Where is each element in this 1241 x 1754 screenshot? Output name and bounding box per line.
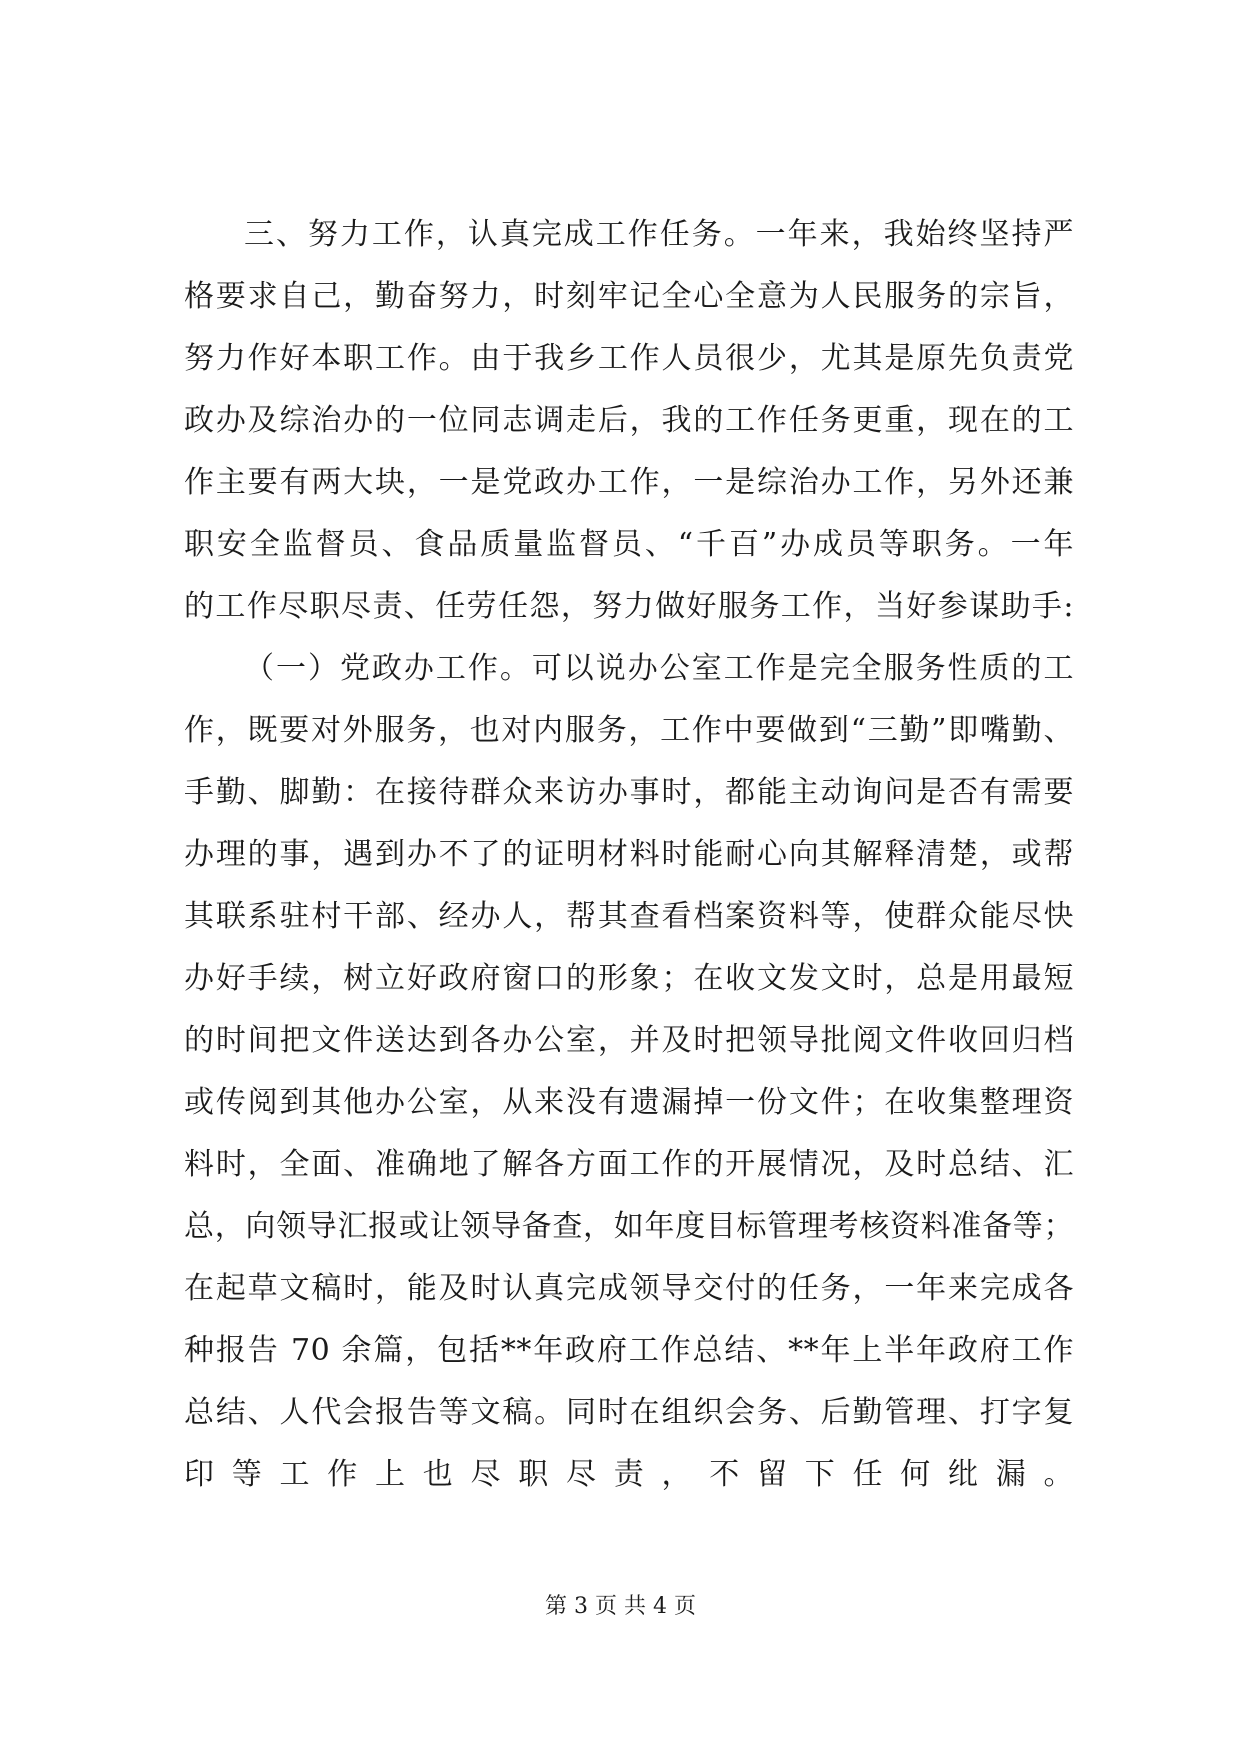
- text-line: 办理的事，遇到办不了的证明材料时能耐心向其解释清楚，或帮: [184, 837, 1074, 872]
- document-body: [184, 204, 1074, 1568]
- text-line: 格要求自己，勤奋努力，时刻牢记全心全意为人民服务的宗旨，: [184, 279, 1074, 314]
- text-line: 料时，全面、准确地了解各方面工作的开展情况，及时总结、汇: [184, 1147, 1074, 1182]
- text-line: （一）党政办工作。可以说办公室工作是完全服务性质的工: [244, 651, 1074, 686]
- text-line: 办好手续，树立好政府窗口的形象；在收文发文时，总是用最短: [184, 961, 1074, 996]
- text-line: 作，既要对外服务，也对内服务，工作中要做到“三勤”即嘴勤、: [184, 713, 1074, 748]
- text-line: 其联系驻村干部、经办人，帮其查看档案资料等，使群众能尽快: [184, 899, 1074, 934]
- text-line: 种报告 70 余篇，包括**年政府工作总结、**年上半年政府工作: [184, 1333, 1074, 1368]
- text-line: 政办及综治办的一位同志调走后，我的工作任务更重，现在的工: [184, 403, 1074, 438]
- paragraph-1: [184, 204, 1074, 638]
- text-line: 作主要有两大块，一是党政办工作，一是综治办工作，另外还兼: [184, 465, 1074, 500]
- text-line: 总，向领导汇报或让领导备查，如年度目标管理考核资料准备等；: [184, 1209, 1074, 1244]
- text-line: 手勤、脚勤：在接待群众来访办事时，都能主动询问是否有需要: [184, 775, 1074, 810]
- page-number-footer: 第 3 页 共 4 页: [545, 1594, 696, 1619]
- text-line: 努力作好本职工作。由于我乡工作人员很少，尤其是原先负责党: [184, 341, 1074, 376]
- text-line: [184, 1506, 1074, 1568]
- text-line: 职安全监督员、食品质量监督员、“千百”办成员等职务。一年: [184, 527, 1074, 562]
- text-line: 印等工作上也尽职尽责，不留下任何纰漏。: [184, 1457, 1074, 1492]
- text-line: 的时间把文件送达到各办公室，并及时把领导批阅文件收回归档: [184, 1023, 1074, 1058]
- text-line: 在起草文稿时，能及时认真完成领导交付的任务，一年来完成各: [184, 1271, 1074, 1306]
- text-line: 三、努力工作，认真完成工作任务。一年来，我始终坚持严: [244, 217, 1074, 252]
- text-line: 总结、人代会报告等文稿。同时在组织会务、后勤管理、打字复: [184, 1395, 1074, 1430]
- text-line: 的工作尽职尽责、任劳任怨，努力做好服务工作，当好参谋助手:: [184, 589, 1074, 624]
- paragraph-2: [184, 638, 1074, 1568]
- text-line: 或传阅到其他办公室，从来没有遗漏掉一份文件；在收集整理资: [184, 1085, 1074, 1120]
